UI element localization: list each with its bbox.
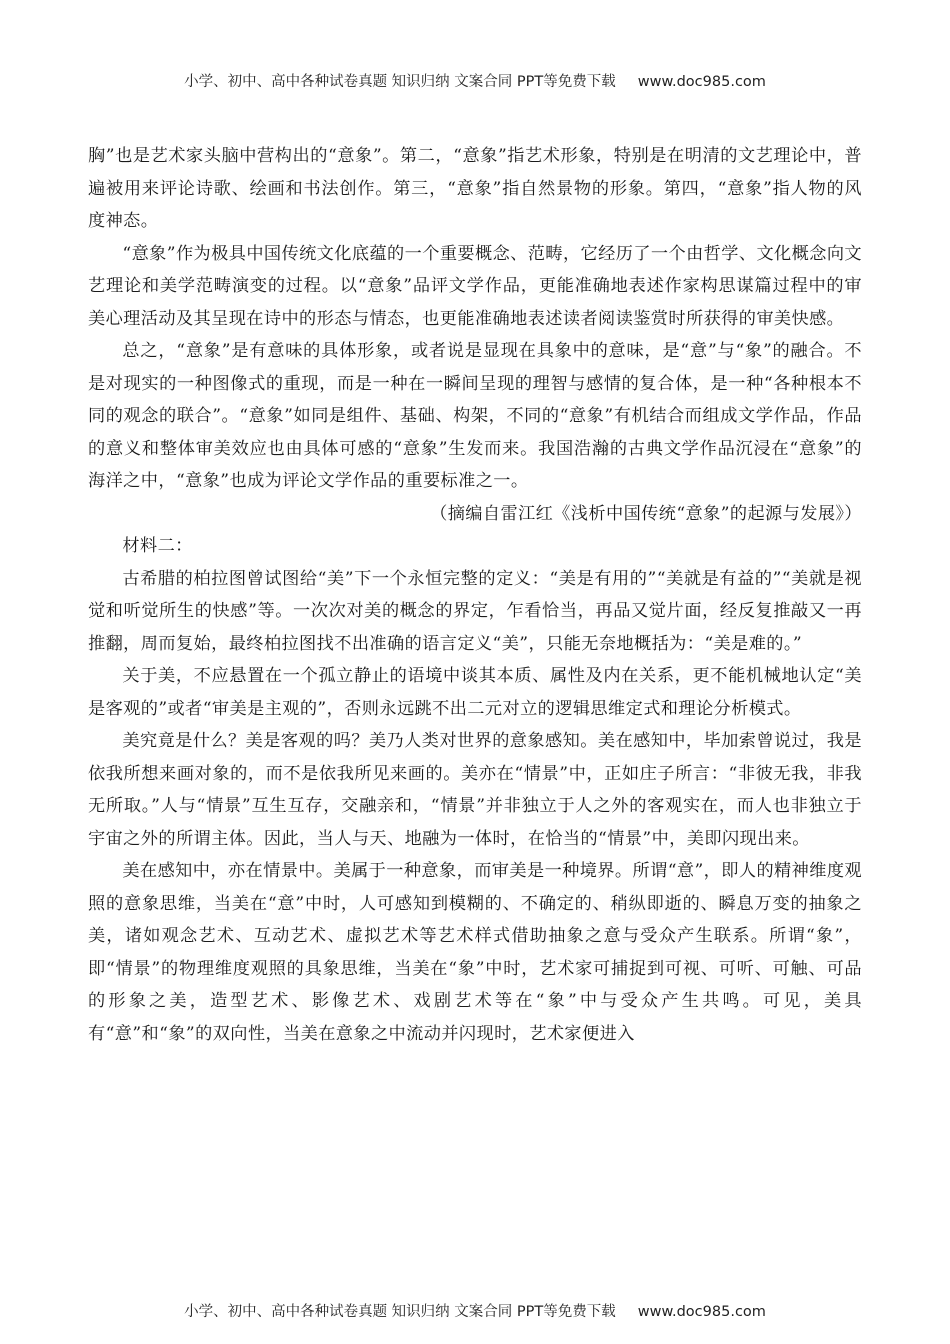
paragraph-beauty-perception: 美在感知中，亦在情景中。美属于一种意象，而审美是一种境界。所谓“意”，即人的精神维度观照的意象思维，当美在“意”中时，人可感知到模糊的、不确定的、稍纵即逝的、瞬息万变的抽象之美，诸如观念艺术、互动艺术、虚拟艺术等艺术样式借助抽象之意与受众产生联系。所谓“象”，即“情景”的物理维度观照的具象思维，当美在“象”中时，艺术家可捕捉到可视、可听、可触、可品的形象之美，造型艺术、影像艺术、戏剧艺术等在“象”中与受众产生共鸣。可见，美具有“意”和“象”的双向性，当美在意象之中流动并闪现时，艺术家便进入 xyxy=(88,861,862,1044)
page-header xyxy=(0,70,950,91)
source-citation: （摘编自雷江红《浅析中国传统“意象”的起源与发展》） xyxy=(430,503,862,524)
paragraph-summary: 总之，“意象”是有意味的具体形象，或者说是显现在具象中的意味，是“意”与“象”的融合。不是对现实的一种图像式的重现，而是一种在一瞬间呈现的理智与感情的复合体，是一种“各种根本不同的观念的联合”。“意象”如同是组件、基础、构架，不同的“意象”有机结合而组成文学作品，作品的意义和整体审美效应也由具体可感的“意象”生发而来。我国浩瀚的古典文学作品沉浸在“意象”的海洋之中，“意象”也成为评论文学作品的重要标准之一。 xyxy=(88,341,862,491)
paragraph-about-beauty: 关于美，不应悬置在一个孤立静止的语境中谈其本质、属性及内在关系，更不能机械地认定“美是客观的”或者“审美是主观的”，否则永远跳不出二元对立的逻辑思维定式和理论分析模式。 xyxy=(88,666,862,719)
page-footer xyxy=(0,1300,950,1321)
header-url[interactable]: www.doc985.com xyxy=(637,74,766,90)
paragraph-continuation: 胸”也是艺术家头脑中营构出的“意象”。第二，“意象”指艺术形象，特别是在明清的文艺理论中，普遍被用来评论诗歌、绘画和书法创作。第三，“意象”指自然景物的形象。第四，“意象”指人物的风度神态。 xyxy=(88,146,862,231)
paragraph-plato: 古希腊的柏拉图曾试图给“美”下一个永恒完整的定义：“美是有用的”“美就是有益的”“美就是视觉和听觉所生的快感”等。一次次对美的概念的界定，乍看恰当，再品又觉片面，经反复推敲又一再推翻，周而复始，最终柏拉图找不出准确的语言定义“美”，只能无奈地概括为：“美是难的。” xyxy=(88,568,862,654)
document-body xyxy=(88,140,862,1050)
paragraph-what-is-beauty: 美究竟是什么？美是客观的吗？美乃人类对世界的意象感知。美在感知中，毕加索曾说过，我是依我所想来画对象的，而不是依我所见来画的。美亦在“情景”中，正如庄子所言：“非彼无我，非我无所取。”人与“情景”互生互存，交融亲和，“情景”并非独立于人之外的客观实在，而人也非独立于宇宙之外的所谓主体。因此，当人与天、地融为一体时，在恰当的“情景”中，美即闪现出来。 xyxy=(88,731,862,849)
header-text: 小学、初中、高中各种试卷真题 知识归纳 文案合同 PPT等免费下载 xyxy=(184,74,616,90)
section-heading-material-two: 材料二： xyxy=(122,536,193,556)
paragraph-yixiang-concept: “意象”作为极具中国传统文化底蕴的一个重要概念、范畴，它经历了一个由哲学、文化概念向文艺理论和美学范畴演变的过程。以“意象”品评文学作品，更能准确地表述作家构思谋篇过程中的审美心理活动及其呈现在诗中的形态与情态，也更能准确地表述读者阅读鉴赏时所获得的审美快感。 xyxy=(88,243,862,329)
footer-text: 小学、初中、高中各种试卷真题 知识归纳 文案合同 PPT等免费下载 xyxy=(184,1304,616,1320)
footer-url[interactable]: www.doc985.com xyxy=(637,1304,766,1320)
